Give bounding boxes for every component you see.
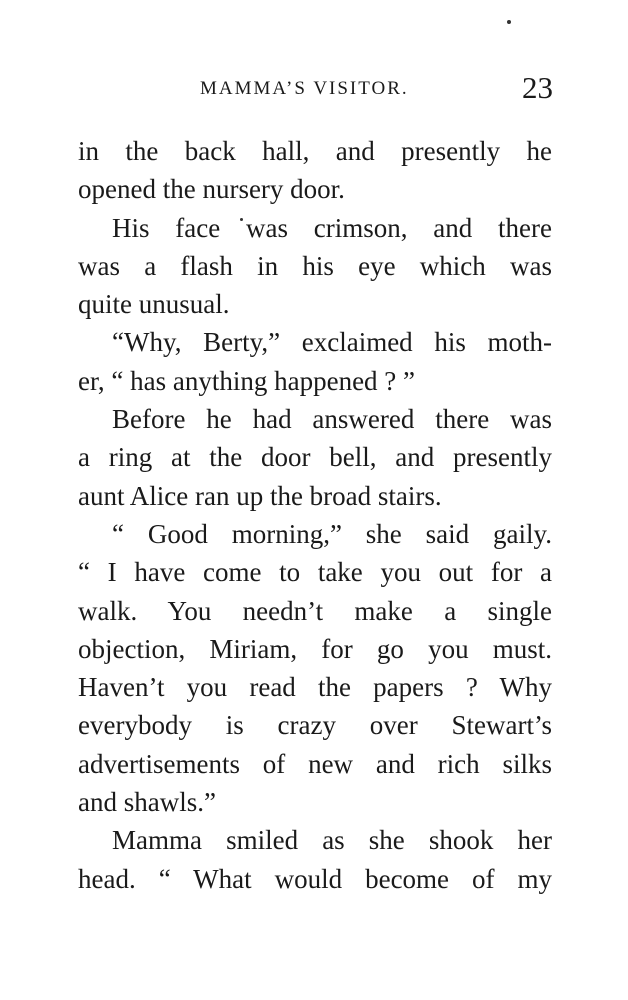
text-line: objection, Miriam, for go you must.: [78, 633, 552, 664]
text-line: advertisements of new and rich silks: [78, 748, 552, 779]
text-line: walk. You needn’t make a single: [78, 595, 552, 626]
text-line: in the back hall, and presently he: [78, 136, 552, 166]
text-line: “ Good morning,” she said gaily.: [112, 518, 552, 549]
text-line: “Why, Berty,” exclaimed his moth-: [112, 327, 552, 358]
ink-speck: [507, 20, 511, 24]
text-line: His face was crimson, and there: [112, 212, 552, 243]
text-line: head. “ What would become of my: [78, 863, 552, 894]
text-line: “ I have come to take you out for a: [78, 557, 552, 588]
page-number: 23: [522, 70, 553, 105]
text-line: opened the nursery door.: [78, 174, 345, 205]
running-title: MAMMA’S VISITOR.: [200, 78, 409, 99]
text-line: and shawls.”: [78, 787, 216, 818]
text-line: Before he had answered there was: [112, 404, 552, 435]
text-line: was a flash in his eye which was: [78, 250, 552, 281]
text-line: er, “ has anything happened ? ”: [78, 365, 416, 396]
body-text: [78, 132, 552, 898]
text-line: Mamma smiled as she shook her: [112, 825, 552, 856]
text-line: aunt Alice ran up the broad stairs.: [78, 480, 442, 511]
text-line: everybody is crazy over Stewart’s: [78, 710, 552, 741]
text-line: quite unusual.: [78, 289, 230, 320]
text-line: a ring at the door bell, and presently: [78, 442, 552, 473]
text-line: Haven’t you read the papers ? Why: [78, 672, 552, 703]
running-head: [0, 70, 628, 110]
